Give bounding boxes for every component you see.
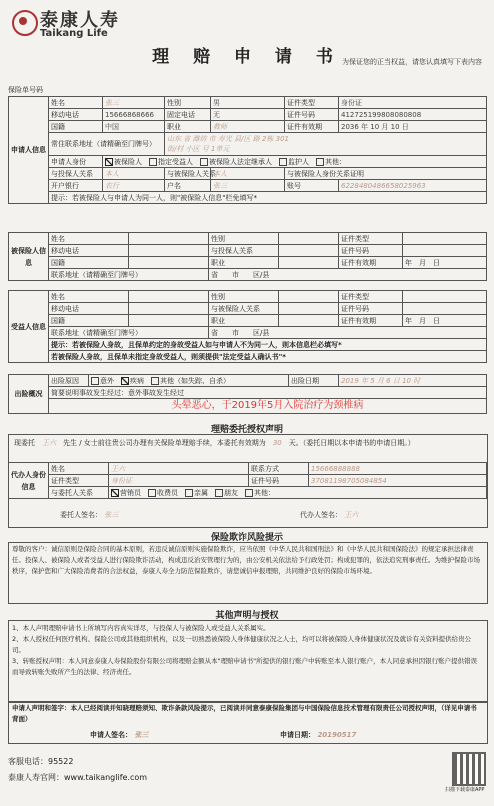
table-cell: 简要说明事故发生经过：意外事故发生经过 xyxy=(49,387,487,399)
table-cell[interactable]: 男 xyxy=(211,97,285,109)
table-cell xyxy=(279,315,339,327)
table-cell xyxy=(279,257,339,269)
table-cell xyxy=(129,233,209,245)
table-cell: 国籍 xyxy=(49,121,103,133)
applicant-table xyxy=(8,96,487,204)
risk-text: 尊敬的客户：诚信原则是保险合同的基本原则，若违反诚信原则实施保险欺诈，应当依照《中华人民共和国刑法》和《中华人民共和国保险法》的规定承担法律责任。投保人、被保险人或者受益人进行保险欺诈活动，构成违反治安管理行为的，由公安机关依法给予行政处罚；构成犯罪的，依法追究刑事责任。为维护保险市场秩序，保护您和广大保险消费者的合法权益，泰康人寿全力防范保险欺诈，请您诚信申报理赔，共同维护良好的保险市场环境。 xyxy=(12,545,480,575)
table-cell: 证件类型 xyxy=(49,475,109,487)
table-cell xyxy=(129,257,209,269)
table-cell xyxy=(403,303,487,315)
table-cell: 申请人身份 xyxy=(49,156,103,168)
table-cell xyxy=(403,291,487,303)
table-cell: 性别 xyxy=(209,233,279,245)
logo-en: Taikang Life xyxy=(40,28,108,39)
table-cell[interactable]: 37081198705084854 xyxy=(309,475,487,487)
table-cell: 与被保险人身份关系证明 xyxy=(285,168,487,180)
table-cell: 年 月 日 xyxy=(403,257,487,269)
table-cell: 姓名 xyxy=(49,233,129,245)
table-cell: 联系地址（请精确至门牌号） xyxy=(49,269,209,281)
table-cell xyxy=(403,233,487,245)
table-cell: 职业 xyxy=(165,121,211,133)
incident-description[interactable]: 头晕恶心，于2019年5月入院治疗为颈椎病 xyxy=(49,399,487,414)
table-cell[interactable]: 无 xyxy=(211,109,285,121)
table-cell: 证件类型 xyxy=(339,233,403,245)
table-cell xyxy=(279,245,339,257)
insured-table xyxy=(8,232,487,281)
applicant-signature[interactable]: 张三 xyxy=(134,731,149,739)
table-cell: 常住联系地址（请精确至门牌号） xyxy=(49,133,165,156)
table-cell[interactable]: 2019 年 5 月 6 日 10 时 xyxy=(339,375,487,387)
table-cell: 证件号码 xyxy=(249,475,309,487)
table-cell: 与委托人关系 xyxy=(49,487,109,499)
table-cell: 开户银行 xyxy=(49,180,103,192)
table-cell: 移动电话 xyxy=(49,303,129,315)
table-cell[interactable]: 身份证 xyxy=(109,475,249,487)
table-cell[interactable]: 15666868666 xyxy=(103,109,165,121)
table-cell[interactable]: 本人 xyxy=(211,168,285,180)
table-cell xyxy=(279,303,339,315)
table-cell: 省 市 区/县 xyxy=(209,269,487,281)
table-cell: 移动电话 xyxy=(49,109,103,121)
table-cell: 受益人信息 xyxy=(9,291,49,363)
form-title: 理 赔 申 请 书 xyxy=(152,47,342,67)
table-cell: 职业 xyxy=(209,257,279,269)
qr-code-icon xyxy=(452,752,486,786)
website-link[interactable]: www.taikanglife.com xyxy=(64,773,148,782)
table-cell: 出险原因 xyxy=(49,375,89,387)
declaration-list: 1、本人声明理赔申请书上所填写内容真实详尽，与投保人与被保险人或受益人关系属实。 2、本人授权任何医疗机构、保险公司或其他组织机构，以及一切熟悉被保险人身体健康状况之人士，均可以将被保险人身体健康状况及就诊有关资料提供给贵公司。 3、转账授权声明：本人同意泰康人寿保险股份有限公司将理赔金额从本"理赔申请书"所提供的银行账户中转账至本人银行账户，本人同意承担因银行账户提供错误而导致转账失败所产生的法律、经济责任。 xyxy=(12,624,478,676)
table-cell: 联系地址（请精确至门牌号） xyxy=(49,327,209,339)
table-cell: 被保险人信息 xyxy=(9,233,49,281)
table-cell xyxy=(279,233,339,245)
table-cell[interactable]: 教师 xyxy=(211,121,285,133)
table-cell: 性别 xyxy=(209,291,279,303)
applicant-name[interactable]: 张三 xyxy=(103,97,165,109)
table-cell[interactable]: 15666888888 xyxy=(309,463,487,475)
table-cell: 与投保人关系 xyxy=(209,245,279,257)
table-cell[interactable]: 2036 年 10 月 10 日 xyxy=(339,121,487,133)
table-cell: 固定电话 xyxy=(165,109,211,121)
table-cell: 联系方式 xyxy=(249,463,309,475)
table-cell: 职业 xyxy=(209,315,279,327)
table-cell[interactable]: 农行 xyxy=(103,180,165,192)
table-cell: 证件号码 xyxy=(339,303,403,315)
table-cell: 性别 xyxy=(165,97,211,109)
table-cell: 证件有效期 xyxy=(339,315,403,327)
table-cell: 国籍 xyxy=(49,315,129,327)
table-cell: 证件有效期 xyxy=(285,121,339,133)
table-cell: 移动电话 xyxy=(49,245,129,257)
table-cell: 姓名 xyxy=(49,463,109,475)
logo-cn: 泰康人寿 xyxy=(40,10,120,31)
table-cell[interactable]: 山东 省 潍坊 市 寿光 县/区 路 2栋 301 街/村 小区 号 1单元 xyxy=(165,133,487,156)
proxy-text: 现委托 王六 先生 / 女士前往贵公司办理有关保险单理赔手续，本委托有效期为 30 天。（委托日期以本申请书的申请日期。） xyxy=(14,439,415,447)
table-cell: 证件类型 xyxy=(285,97,339,109)
table-cell: 证件有效期 xyxy=(339,257,403,269)
table-cell[interactable]: 本人 xyxy=(103,168,165,180)
table-cell xyxy=(129,303,209,315)
table-cell xyxy=(403,245,487,257)
table-cell: 省 市 区/县 xyxy=(209,327,487,339)
incident-reason-options[interactable]: 意外 疾病 其他（如失踪、自杀） xyxy=(89,375,289,387)
table-cell: 代办人身份信息 xyxy=(9,463,49,499)
table-cell: 若被保险人身故，且保单未指定身故受益人，则须提供"法定受益人确认书"* xyxy=(49,351,487,363)
table-cell: 证件号码 xyxy=(339,245,403,257)
table-cell xyxy=(279,291,339,303)
proxy-table xyxy=(8,462,487,499)
applicant-tip: 提示：若被保险人与申请人为同一人，则"被保险人信息"栏免填写* xyxy=(49,192,487,204)
table-cell[interactable]: 412725199808080808 xyxy=(339,109,487,121)
table-cell: 年 月 日 xyxy=(403,315,487,327)
table-cell xyxy=(129,315,209,327)
table-cell: 姓名 xyxy=(49,291,129,303)
applicant-section: 申请人信息 xyxy=(9,97,49,204)
table-cell: 与被保险人关系 xyxy=(209,303,279,315)
table-cell: 国籍 xyxy=(49,257,129,269)
table-cell[interactable]: 王六 xyxy=(109,463,249,475)
proxy-relation-options[interactable]: 营销员 收费员 亲属 朋友 其他： xyxy=(109,487,487,499)
table-cell[interactable]: 身份证 xyxy=(339,97,487,109)
table-cell: 证件号码 xyxy=(285,109,339,121)
table-cell: 姓名 xyxy=(49,97,103,109)
table-cell[interactable]: 6228480486658025963 xyxy=(339,180,487,192)
table-cell: 与被保险人关系 xyxy=(165,168,211,180)
table-cell: 账号 xyxy=(285,180,339,192)
table-cell: 出险日期 xyxy=(289,375,339,387)
policy-number-label: 保险单号码 xyxy=(8,86,43,94)
apply-date[interactable]: 20190517 xyxy=(317,731,357,739)
table-cell[interactable]: 张三 xyxy=(211,180,285,192)
table-cell xyxy=(129,291,209,303)
table-cell: 与投保人关系 xyxy=(49,168,103,180)
table-cell[interactable]: 中国 xyxy=(103,121,165,133)
beneficiary-table xyxy=(8,290,487,363)
logo-icon xyxy=(12,10,38,36)
table-cell: 证件类型 xyxy=(339,291,403,303)
incident-table xyxy=(8,374,487,414)
table-cell: 提示：若被保险人身故，且保单约定的身故受益人如与申请人不为同一人，则本信息栏必填写* xyxy=(49,339,487,351)
table-cell xyxy=(129,245,209,257)
fill-notice: 为保证您的正当权益，请您认真填写下表内容 xyxy=(342,58,482,66)
identity-options[interactable]: 被保险人 指定受益人 被保险人法定继承人 监护人 其他： xyxy=(103,156,487,168)
table-cell: 户名 xyxy=(165,180,211,192)
table-cell: 出险概况 xyxy=(9,375,49,414)
